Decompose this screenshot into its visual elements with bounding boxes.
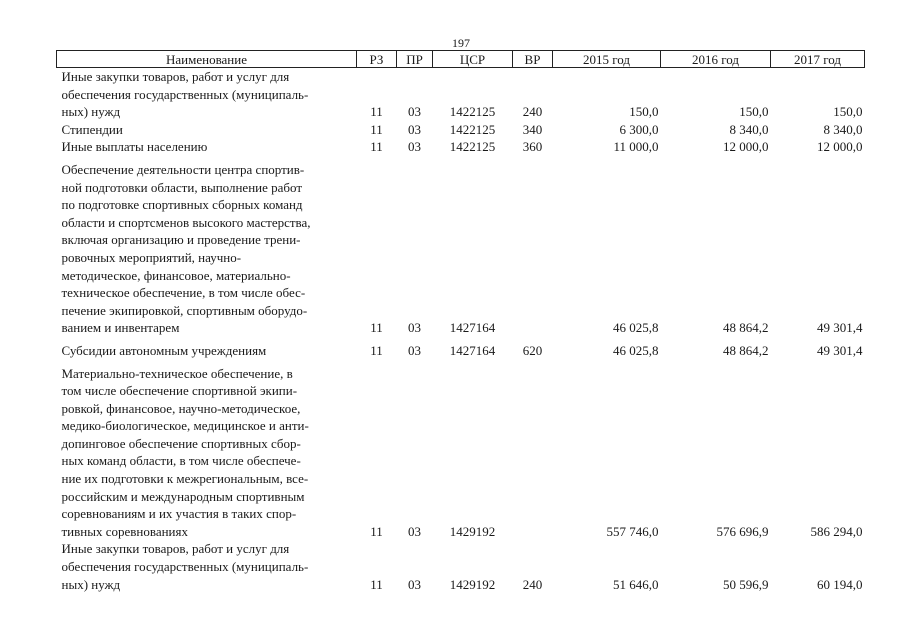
table-header-row <box>57 51 865 68</box>
row-name <box>57 365 357 541</box>
row-rz: 11 <box>370 342 383 358</box>
row-name-line: соревнованиям и их участия в таких спор- <box>61 506 297 522</box>
row-vr <box>513 365 553 541</box>
row-pr: 03 <box>408 121 421 137</box>
row-value-2015: 46 025,8 <box>613 342 659 358</box>
row-name-line: ванием и инвентарем <box>61 320 180 336</box>
row-pr: 03 <box>408 104 421 120</box>
row-pr: 03 <box>408 320 421 336</box>
row-name-line: Иные закупки товаров, работ и услуг для <box>61 541 290 557</box>
row-rz: 11 <box>370 576 383 592</box>
page-number: 197 <box>452 36 470 50</box>
row-csr: 1422125 <box>449 104 496 120</box>
header-csr: ЦСР <box>433 51 513 68</box>
row-name-line: российским и международным спортивным <box>61 488 305 504</box>
row-value-2017: 60 194,0 <box>817 576 863 592</box>
row-value-2015: 150,0 <box>629 104 659 120</box>
row-vr: 240 <box>522 576 543 592</box>
row-name-line: Иные выплаты населению <box>61 139 208 155</box>
row-name-line: ной подготовки области, выполнение работ <box>61 179 303 195</box>
row-name-line: Стипендии <box>61 121 123 137</box>
header-name: Наименование <box>57 51 357 68</box>
budget-table <box>56 50 865 593</box>
row-value-2017: 49 301,4 <box>817 342 863 358</box>
row-name-line: техническое обеспечение, в том числе обес- <box>61 285 306 301</box>
row-csr: 1429192 <box>449 523 496 539</box>
row-csr: 1422125 <box>449 139 496 155</box>
row-pr: 03 <box>408 342 421 358</box>
table-row <box>57 365 865 541</box>
row-value-2016: 48 864,2 <box>723 342 769 358</box>
row-vr <box>513 161 553 337</box>
row-name <box>57 121 357 139</box>
row-name-line: обеспечения государственных (муниципаль- <box>61 86 309 102</box>
row-value-2015: 51 646,0 <box>613 576 659 592</box>
row-rz: 11 <box>370 523 383 539</box>
row-value-2015: 6 300,0 <box>619 121 659 137</box>
header-vr: ВР <box>513 51 553 68</box>
row-name-line: Субсидии автономным учреждениям <box>61 342 267 358</box>
row-name <box>57 540 357 593</box>
row-rz: 11 <box>370 121 383 137</box>
row-name-line: ных) нужд <box>61 104 121 120</box>
row-csr: 1427164 <box>449 320 496 336</box>
table-row <box>57 342 865 360</box>
row-pr: 03 <box>408 139 421 155</box>
row-name <box>57 68 357 121</box>
row-value-2017: 49 301,4 <box>817 320 863 336</box>
row-rz: 11 <box>370 320 383 336</box>
row-value-2016: 150,0 <box>739 104 769 120</box>
row-name-line: медико-биологическое, медицинское и анти- <box>61 418 309 434</box>
row-value-2015: 46 025,8 <box>613 320 659 336</box>
header-2016: 2016 год <box>661 51 771 68</box>
row-name-line: допинговое обеспечение спортивных сбор- <box>61 435 301 451</box>
row-csr: 1422125 <box>449 121 496 137</box>
row-value-2016: 8 340,0 <box>729 121 769 137</box>
table-row <box>57 121 865 139</box>
row-value-2016: 50 596,9 <box>723 576 769 592</box>
row-name-line: печение экипировкой, спортивным оборудо- <box>61 302 308 318</box>
header-2015: 2015 год <box>553 51 661 68</box>
row-value-2016: 12 000,0 <box>723 139 769 155</box>
row-name-line: ровкой, финансовое, научно-методическое, <box>61 400 301 416</box>
row-name <box>57 138 357 156</box>
row-name-line: по подготовке спортивных сборных команд <box>61 197 303 213</box>
row-value-2017: 12 000,0 <box>817 139 863 155</box>
row-vr: 620 <box>522 342 543 358</box>
row-csr: 1429192 <box>449 576 496 592</box>
row-name-line: том числе обеспечение спортивной экипи- <box>61 383 298 399</box>
row-value-2017: 150,0 <box>833 104 863 120</box>
table-row <box>57 161 865 337</box>
row-name-line: методическое, финансовое, материально- <box>61 267 291 283</box>
row-vr: 360 <box>522 139 543 155</box>
row-value-2016: 576 696,9 <box>716 523 769 539</box>
table-row <box>57 138 865 156</box>
row-name <box>57 161 357 337</box>
table-row <box>57 68 865 121</box>
row-name <box>57 342 357 360</box>
table-row <box>57 540 865 593</box>
row-name-line: ных команд области, в том числе обеспече- <box>61 453 301 469</box>
row-value-2017: 8 340,0 <box>823 121 863 137</box>
row-value-2017: 586 294,0 <box>810 523 863 539</box>
row-name-line: Иные закупки товаров, работ и услуг для <box>61 69 290 84</box>
row-vr: 340 <box>522 121 543 137</box>
header-2017: 2017 год <box>771 51 865 68</box>
row-vr: 240 <box>522 104 543 120</box>
row-name-line: области и спортсменов высокого мастерства, <box>61 214 311 230</box>
row-name-line: ных) нужд <box>61 576 121 592</box>
row-name-line: тивных соревнованиях <box>61 523 188 539</box>
row-csr: 1427164 <box>449 342 496 358</box>
table-body <box>57 68 865 594</box>
header-pr: ПР <box>397 51 433 68</box>
row-rz: 11 <box>370 139 383 155</box>
row-name-line: Материально-техническое обеспечение, в <box>61 365 293 381</box>
row-value-2015: 11 000,0 <box>613 139 659 155</box>
row-name-line: ние их подготовки к межрегиональным, все- <box>61 471 309 487</box>
row-pr: 03 <box>408 576 421 592</box>
row-name-line: Обеспечение деятельности центра спортив- <box>61 161 305 177</box>
header-rz: РЗ <box>357 51 397 68</box>
row-rz: 11 <box>370 104 383 120</box>
row-name-line: обеспечения государственных (муниципаль- <box>61 559 309 575</box>
row-name-line: включая организацию и проведение трени- <box>61 232 301 248</box>
row-pr: 03 <box>408 523 421 539</box>
row-name-line: ровочных мероприятий, научно- <box>61 249 242 265</box>
row-value-2016: 48 864,2 <box>723 320 769 336</box>
row-value-2015: 557 746,0 <box>606 523 659 539</box>
